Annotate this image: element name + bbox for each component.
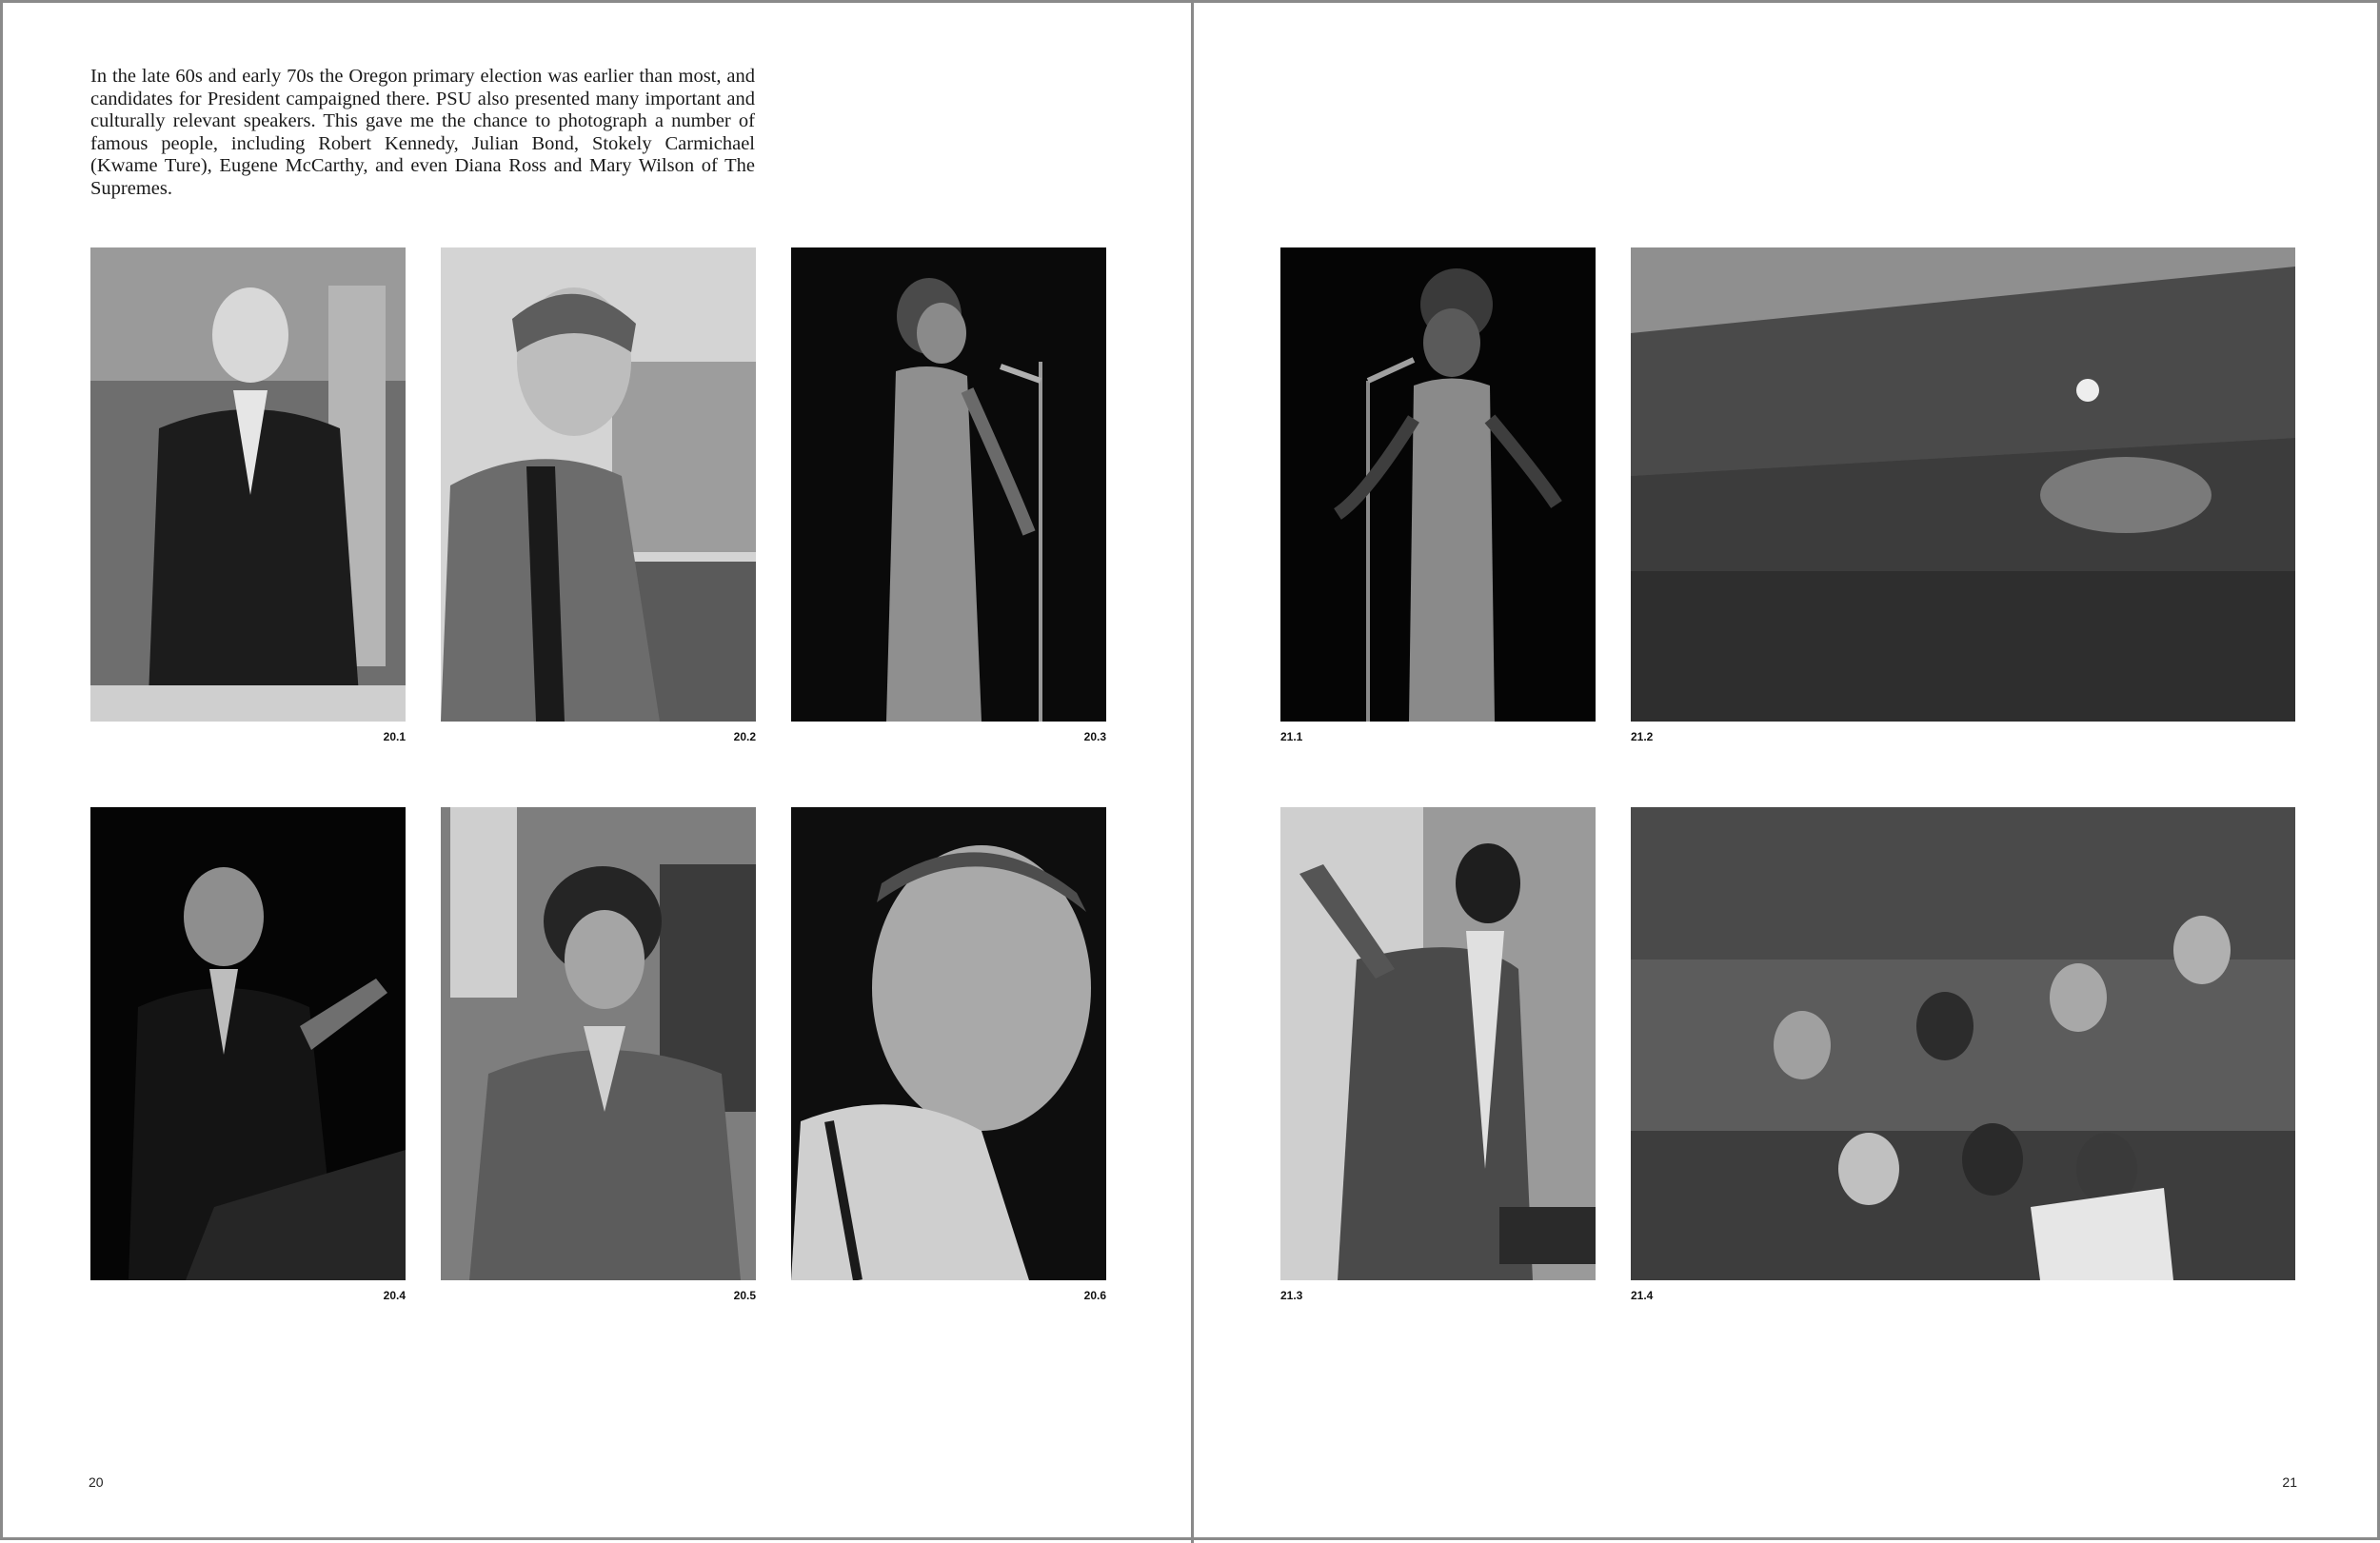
photo-20-5 (441, 807, 756, 1280)
caption-20-5: 20.5 (733, 1289, 756, 1302)
page-number-right: 21 (2282, 1474, 2297, 1490)
photo-20-1 (90, 247, 406, 722)
photo-21-3 (1280, 807, 1596, 1280)
caption-20-6: 20.6 (1083, 1289, 1106, 1302)
caption-20-2: 20.2 (733, 730, 756, 743)
intro-paragraph: In the late 60s and early 70s the Oregon primary election was earlier than most, and candidates for President campaigned there. PSU also presented many important and culturally relevant speakers. This gave me the chance to photograph a number of famous people, including Robert Kennedy, Julian Bond, Stokely Carmichael (Kwame Ture), Eugene McCarthy, and even Diana Ross and Mary Wilson of The Supremes. (90, 66, 755, 199)
caption-20-3: 20.3 (1083, 730, 1106, 743)
photo-21-2 (1631, 247, 2295, 722)
caption-21-3: 21.3 (1280, 1289, 1303, 1302)
photo-20-6 (791, 807, 1106, 1280)
page-number-left: 20 (89, 1474, 104, 1490)
photo-21-4 (1631, 807, 2295, 1280)
caption-21-1: 21.1 (1280, 730, 1303, 743)
photo-20-3 (791, 247, 1106, 722)
page-gutter (1191, 3, 1194, 1543)
photo-21-1 (1280, 247, 1596, 722)
photo-20-4 (90, 807, 406, 1280)
caption-20-1: 20.1 (383, 730, 406, 743)
caption-20-4: 20.4 (383, 1289, 406, 1302)
caption-21-4: 21.4 (1631, 1289, 1654, 1302)
caption-21-2: 21.2 (1631, 730, 1654, 743)
photo-20-2 (441, 247, 756, 722)
